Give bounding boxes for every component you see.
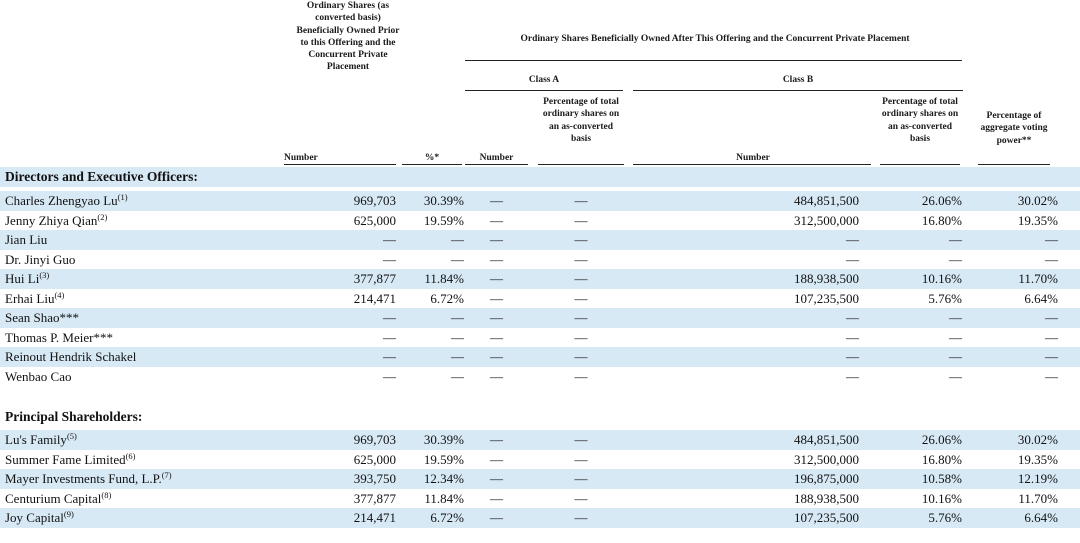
row-holder-name xyxy=(5,289,64,309)
cell-a-number: — xyxy=(490,368,503,384)
rule-prior-number xyxy=(284,164,396,165)
cell-voting: — xyxy=(1045,251,1058,267)
cell-a-number: — xyxy=(490,432,503,447)
row-holder-name xyxy=(5,269,49,289)
footnote-ref: (4) xyxy=(54,289,65,300)
cell-a-pct: — xyxy=(574,329,588,345)
cell-b-number: 312,500,000 xyxy=(794,212,859,228)
cell-b-number: 196,875,000 xyxy=(794,471,859,486)
rule-after-group xyxy=(465,60,962,61)
holder-name: Mayer Investments Fund, L.P. xyxy=(5,471,162,486)
cell-prior-pct: — xyxy=(451,251,464,267)
table-row xyxy=(0,450,1080,470)
cell-prior-number: 393,750 xyxy=(353,471,396,486)
cell-b-pct: — xyxy=(949,329,962,345)
rule-a-pct xyxy=(538,164,624,165)
cell-prior-number: 625,000 xyxy=(353,451,396,467)
cell-prior-number: — xyxy=(383,251,396,267)
cell-a-pct: — xyxy=(574,490,588,506)
holder-name: Summer Fame Limited xyxy=(5,451,126,467)
table-row xyxy=(0,430,1080,450)
cell-b-pct: — xyxy=(949,349,962,364)
cell-a-number: — xyxy=(490,290,503,306)
holder-name: Jenny Zhiya Qian xyxy=(5,212,98,228)
row-holder-name xyxy=(5,489,111,509)
cell-a-pct: — xyxy=(574,451,588,467)
header-b-number: Number xyxy=(736,153,770,163)
rule-prior-pct xyxy=(402,164,462,165)
footnote-ref: (1) xyxy=(117,192,128,202)
cell-b-number: — xyxy=(846,349,859,364)
cell-prior-pct: 6.72% xyxy=(430,510,464,525)
table-row xyxy=(0,250,1080,270)
table-row xyxy=(0,489,1080,509)
rule-b-pct xyxy=(880,164,960,165)
cell-b-number: — xyxy=(846,251,859,267)
holder-name: Dr. Jinyi Guo xyxy=(5,251,76,267)
holder-name: Lu's Family xyxy=(5,432,67,447)
cell-prior-pct: 11.84% xyxy=(424,490,464,506)
section-title: Directors and Executive Officers: xyxy=(0,167,1080,187)
cell-a-pct: — xyxy=(574,232,588,247)
cell-voting: 11.70% xyxy=(1018,271,1058,286)
holder-name: Sean Shao*** xyxy=(5,310,80,325)
cell-b-pct: 5.76% xyxy=(928,290,962,306)
cell-b-number: 484,851,500 xyxy=(794,193,859,208)
cell-a-pct: — xyxy=(574,193,588,208)
cell-prior-number: 969,703 xyxy=(353,432,396,447)
cell-a-pct: — xyxy=(574,212,588,228)
table-row xyxy=(0,328,1080,348)
rule-a-number xyxy=(465,164,528,165)
header-a-number: Number xyxy=(479,153,514,163)
cell-a-number: — xyxy=(490,193,503,208)
cell-prior-pct: 19.59% xyxy=(423,451,464,467)
footnote-ref: (2) xyxy=(97,211,108,222)
row-holder-name xyxy=(5,308,79,328)
row-holder-name xyxy=(5,450,136,470)
rule-class-a xyxy=(465,90,623,91)
cell-voting: 6.64% xyxy=(1024,510,1058,525)
cell-a-number: — xyxy=(490,271,503,286)
cell-a-pct: — xyxy=(574,368,588,384)
cell-voting: — xyxy=(1045,329,1058,345)
cell-prior-number: 377,877 xyxy=(353,271,396,286)
header-b-pct: Percentage of total ordinary shares on an as-converted basis xyxy=(881,97,959,144)
cell-prior-number: 214,471 xyxy=(353,510,396,525)
cell-a-pct: — xyxy=(574,432,588,447)
table-row xyxy=(0,289,1080,309)
cell-a-number: — xyxy=(490,232,503,247)
row-holder-name xyxy=(5,347,136,367)
holder-name: Erhai Liu xyxy=(5,290,55,306)
cell-b-number: — xyxy=(846,368,859,384)
cell-b-pct: 16.80% xyxy=(921,212,962,228)
header-a-pct: Percentage of total ordinary shares on an as-converted basis xyxy=(542,97,620,144)
section-title: Principal Shareholders: xyxy=(5,409,143,424)
cell-b-pct: 10.16% xyxy=(921,490,962,506)
cell-a-number: — xyxy=(490,490,503,506)
header-class-a: Class A xyxy=(528,75,560,85)
cell-prior-number: — xyxy=(383,329,396,345)
rule-voting xyxy=(978,164,1050,165)
footnote-ref: (5) xyxy=(66,431,77,441)
holder-name: Hui Li xyxy=(5,271,40,286)
table-row xyxy=(0,211,1080,231)
rule-class-b xyxy=(633,90,963,91)
cell-voting: — xyxy=(1045,368,1058,384)
cell-voting: 30.02% xyxy=(1017,432,1058,447)
cell-b-pct: 10.16% xyxy=(921,271,962,286)
cell-b-number: 188,938,500 xyxy=(794,271,859,286)
row-holder-name xyxy=(5,211,107,231)
header-prior-group: Ordinary Shares (as converted basis) Beneficially Owned Prior to this Offering and the Concurrent Private Placement xyxy=(296,1,400,73)
cell-prior-number: — xyxy=(383,232,396,247)
cell-voting: 19.35% xyxy=(1017,212,1058,228)
cell-voting: 30.02% xyxy=(1017,193,1058,208)
row-holder-name xyxy=(5,230,47,250)
cell-a-number: — xyxy=(490,471,503,486)
cell-prior-pct: — xyxy=(451,310,464,325)
row-holder-name xyxy=(5,250,75,270)
cell-a-pct: — xyxy=(574,349,588,364)
footnote-ref: (3) xyxy=(39,270,50,280)
cell-a-pct: — xyxy=(574,310,588,325)
cell-prior-pct: 12.34% xyxy=(423,471,464,486)
rule-b-number xyxy=(633,164,871,165)
cell-voting: — xyxy=(1045,310,1058,325)
cell-a-pct: — xyxy=(574,251,588,267)
cell-prior-pct: 11.84% xyxy=(424,271,464,286)
table-row xyxy=(0,508,1080,528)
footnote-ref: (6) xyxy=(125,450,136,461)
cell-b-pct: — xyxy=(949,310,962,325)
cell-prior-pct: — xyxy=(451,329,464,345)
row-holder-name xyxy=(5,191,128,211)
cell-a-number: — xyxy=(490,212,503,228)
cell-b-pct: 16.80% xyxy=(921,451,962,467)
header-prior-pct: %* xyxy=(424,153,440,163)
header-prior-number: Number xyxy=(284,153,318,163)
cell-b-number: 107,235,500 xyxy=(794,290,859,306)
cell-voting: 12.19% xyxy=(1017,471,1058,486)
row-holder-name xyxy=(5,430,77,450)
cell-b-number: 484,851,500 xyxy=(794,432,859,447)
cell-a-pct: — xyxy=(574,271,588,286)
cell-prior-number: — xyxy=(383,368,396,384)
cell-b-pct: 5.76% xyxy=(928,510,962,525)
cell-a-number: — xyxy=(490,310,503,325)
cell-b-number: 107,235,500 xyxy=(794,510,859,525)
cell-prior-pct: 30.39% xyxy=(423,432,464,447)
cell-voting: — xyxy=(1045,232,1058,247)
table-row xyxy=(0,308,1080,328)
footnote-ref: (8) xyxy=(101,489,112,500)
cell-prior-pct: — xyxy=(451,232,464,247)
holder-name: Wenbao Cao xyxy=(5,368,72,384)
cell-prior-pct: — xyxy=(451,368,464,384)
cell-prior-number: — xyxy=(383,349,396,364)
cell-prior-pct: 30.39% xyxy=(423,193,464,208)
cell-a-number: — xyxy=(490,451,503,467)
cell-b-pct: — xyxy=(949,232,962,247)
table-row xyxy=(0,269,1080,289)
cell-b-number: — xyxy=(846,232,859,247)
cell-b-number: 312,500,000 xyxy=(794,451,859,467)
row-holder-name xyxy=(5,469,172,489)
table-row xyxy=(0,191,1080,211)
footnote-ref: (9) xyxy=(63,509,74,519)
cell-voting: 11.70% xyxy=(1018,490,1058,506)
cell-b-number: — xyxy=(846,329,859,345)
row-holder-name xyxy=(5,328,113,348)
table-row xyxy=(0,347,1080,367)
cell-b-pct: 26.06% xyxy=(921,193,962,208)
cell-prior-number: 377,877 xyxy=(353,490,396,506)
holder-name: Charles Zhengyao Lu xyxy=(5,193,118,208)
cell-a-number: — xyxy=(490,251,503,267)
cell-a-pct: — xyxy=(574,471,588,486)
cell-b-pct: — xyxy=(949,368,962,384)
table-row xyxy=(0,230,1080,250)
cell-prior-number: 969,703 xyxy=(353,193,396,208)
holder-name: Centurium Capital xyxy=(5,490,102,506)
header-after-group: Ordinary Shares Beneficially Owned After This Offering and the Concurrent Private Placement xyxy=(520,34,910,44)
table-row xyxy=(0,367,1080,387)
cell-b-number: 188,938,500 xyxy=(794,490,859,506)
row-holder-name xyxy=(5,508,74,528)
cell-b-pct: 26.06% xyxy=(921,432,962,447)
holder-name: Joy Capital xyxy=(5,510,64,525)
table-row xyxy=(0,469,1080,489)
holder-name: Thomas P. Meier*** xyxy=(5,329,113,345)
cell-a-number: — xyxy=(490,329,503,345)
cell-prior-pct: 19.59% xyxy=(423,212,464,228)
cell-prior-pct: — xyxy=(451,349,464,364)
cell-a-number: — xyxy=(490,349,503,364)
row-holder-name xyxy=(5,367,71,387)
cell-a-pct: — xyxy=(574,290,588,306)
cell-prior-number: — xyxy=(383,310,396,325)
header-class-b: Class B xyxy=(782,75,814,85)
header-voting: Percentage of aggregate voting power** xyxy=(980,111,1048,146)
cell-voting: 19.35% xyxy=(1017,451,1058,467)
cell-voting: 6.64% xyxy=(1024,290,1058,306)
cell-a-pct: — xyxy=(574,510,588,525)
holder-name: Jian Liu xyxy=(5,232,48,247)
footnote-ref: (7) xyxy=(161,470,172,480)
cell-a-number: — xyxy=(490,510,503,525)
cell-prior-pct: 6.72% xyxy=(430,290,464,306)
cell-b-pct: 10.58% xyxy=(921,471,962,486)
cell-prior-number: 214,471 xyxy=(353,290,396,306)
holder-name: Reinout Hendrik Schakel xyxy=(5,349,137,364)
cell-voting: — xyxy=(1045,349,1058,364)
cell-prior-number: 625,000 xyxy=(353,212,396,228)
cell-b-pct: — xyxy=(949,251,962,267)
cell-b-number: — xyxy=(846,310,859,325)
